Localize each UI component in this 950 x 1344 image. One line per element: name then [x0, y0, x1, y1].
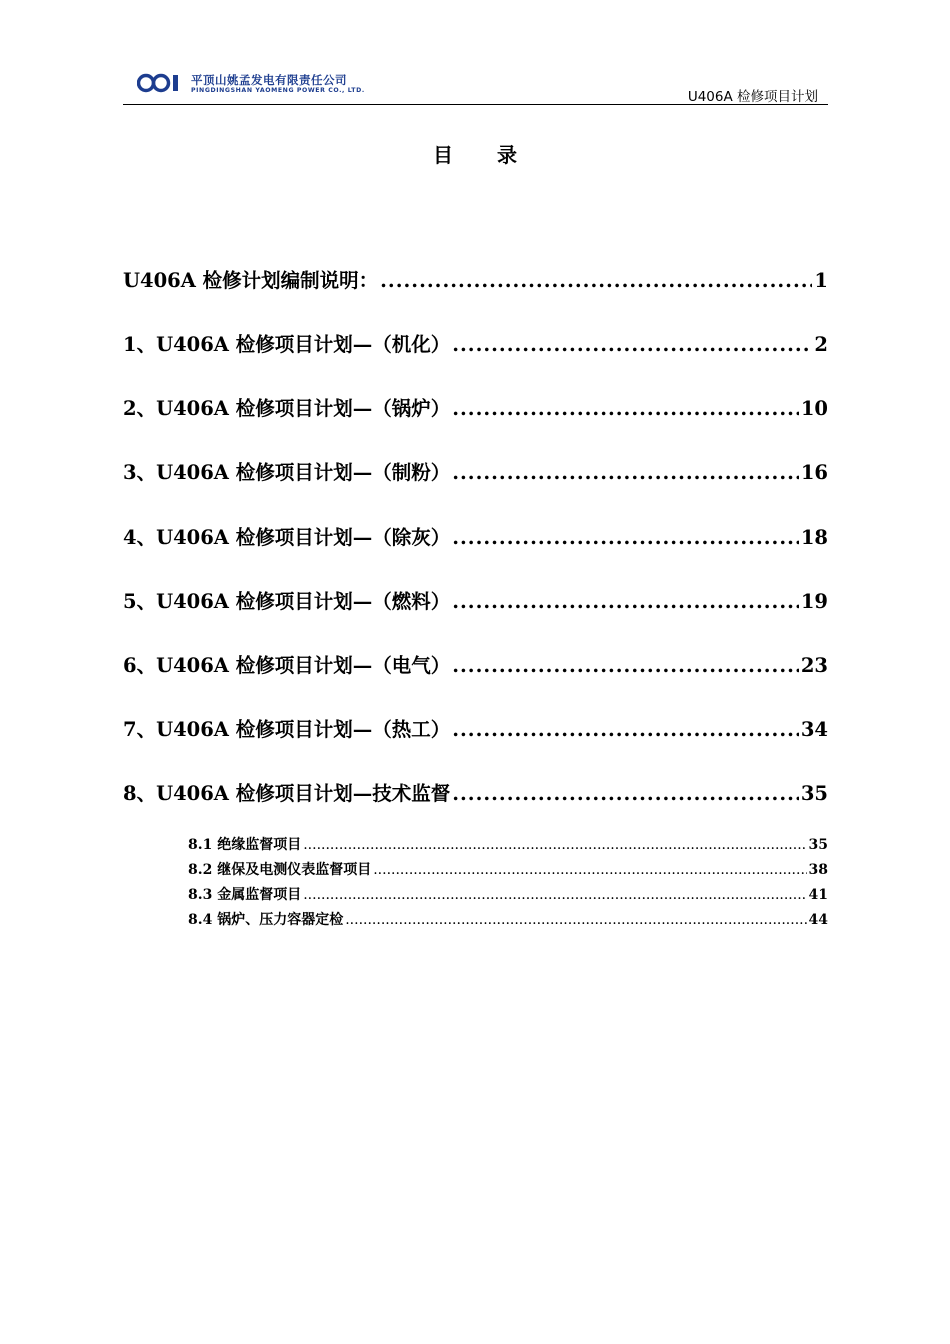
toc-entry-label: 1、U406A 检修项目计划—（机化）: [123, 333, 451, 356]
toc-entry-page: 23: [800, 654, 828, 677]
company-logo: [137, 68, 377, 98]
toc-leader-dots: [452, 654, 799, 677]
toc-leader-dots: [452, 526, 799, 549]
toc-heading-left: 目: [433, 143, 453, 167]
toc-leader-dots: [452, 397, 799, 420]
company-name-en: PINGDINGSHAN YAOMENG POWER CO., LTD.: [191, 87, 365, 94]
toc-entry-label: 3、U406A 检修项目计划—（制粉）: [123, 461, 451, 484]
toc-subentry-page: 38: [808, 862, 828, 878]
toc-entry-label: 8、U406A 检修项目计划—技术监督: [123, 782, 451, 805]
toc-leader-dots: [303, 837, 806, 853]
toc-entry[interactable]: [123, 778, 828, 806]
toc-entry[interactable]: [123, 714, 828, 742]
toc-subentry[interactable]: [188, 859, 828, 879]
toc-entry-page: 34: [800, 718, 828, 741]
toc-entry-label: 5、U406A 检修项目计划—（燃料）: [123, 590, 451, 613]
toc-entry[interactable]: [123, 586, 828, 614]
toc-leader-dots: [380, 269, 812, 292]
toc-entry-page: 1: [814, 269, 828, 292]
company-name-cn: 平顶山姚孟发电有限责任公司: [191, 73, 347, 87]
toc-entry-label: 4、U406A 检修项目计划—（除灰）: [123, 526, 451, 549]
toc-entry-label: 2、U406A 检修项目计划—（锅炉）: [123, 397, 451, 420]
toc-subentry-label: 8.2 继保及电测仪表监督项目: [188, 862, 372, 878]
toc-entry-label: 6、U406A 检修项目计划—（电气）: [123, 654, 451, 677]
toc-entry-page: 35: [800, 782, 828, 805]
toc-entry-page: 2: [814, 333, 828, 356]
toc-subentry[interactable]: [188, 834, 828, 854]
toc-subentry-label: 8.3 金属监督项目: [188, 887, 302, 903]
toc-leader-dots: [452, 718, 799, 741]
toc-entry[interactable]: [123, 329, 828, 357]
document-title: U406A 检修项目计划: [687, 89, 818, 105]
toc-heading-right: 录: [497, 143, 517, 167]
toc-entry-page: 10: [800, 397, 828, 420]
toc-heading: [0, 139, 950, 168]
page-header: [123, 66, 828, 105]
toc-leader-dots: [345, 912, 806, 928]
toc-entry-page: 19: [800, 590, 828, 613]
toc-subentry-label: 8.1 绝缘监督项目: [188, 837, 302, 853]
toc-subentry-page: 35: [808, 837, 828, 853]
toc-entry-label: 7、U406A 检修项目计划—（热工）: [123, 718, 451, 741]
toc-leader-dots: [452, 782, 799, 805]
toc-subentry-label: 8.4 锅炉、压力容器定检: [188, 912, 344, 928]
toc-leader-dots: [452, 333, 812, 356]
company-logo-icon: [137, 72, 187, 94]
toc-entry[interactable]: [123, 522, 828, 550]
toc-leader-dots: [303, 887, 806, 903]
toc-entry[interactable]: [123, 457, 828, 485]
toc-subentry-page: 41: [808, 887, 828, 903]
toc-subentry-page: 44: [808, 912, 828, 928]
toc-entry-page: 18: [800, 526, 828, 549]
toc-subentry[interactable]: [188, 884, 828, 904]
toc-leader-dots: [452, 461, 799, 484]
toc-leader-dots: [452, 590, 799, 613]
toc-subentry[interactable]: [188, 909, 828, 929]
toc-entry[interactable]: [123, 265, 828, 293]
toc-entry-label: U406A 检修计划编制说明：: [123, 269, 379, 292]
toc-entry[interactable]: [123, 650, 828, 678]
toc-entry[interactable]: [123, 393, 828, 421]
toc-leader-dots: [373, 862, 806, 878]
toc-entry-page: 16: [800, 461, 828, 484]
